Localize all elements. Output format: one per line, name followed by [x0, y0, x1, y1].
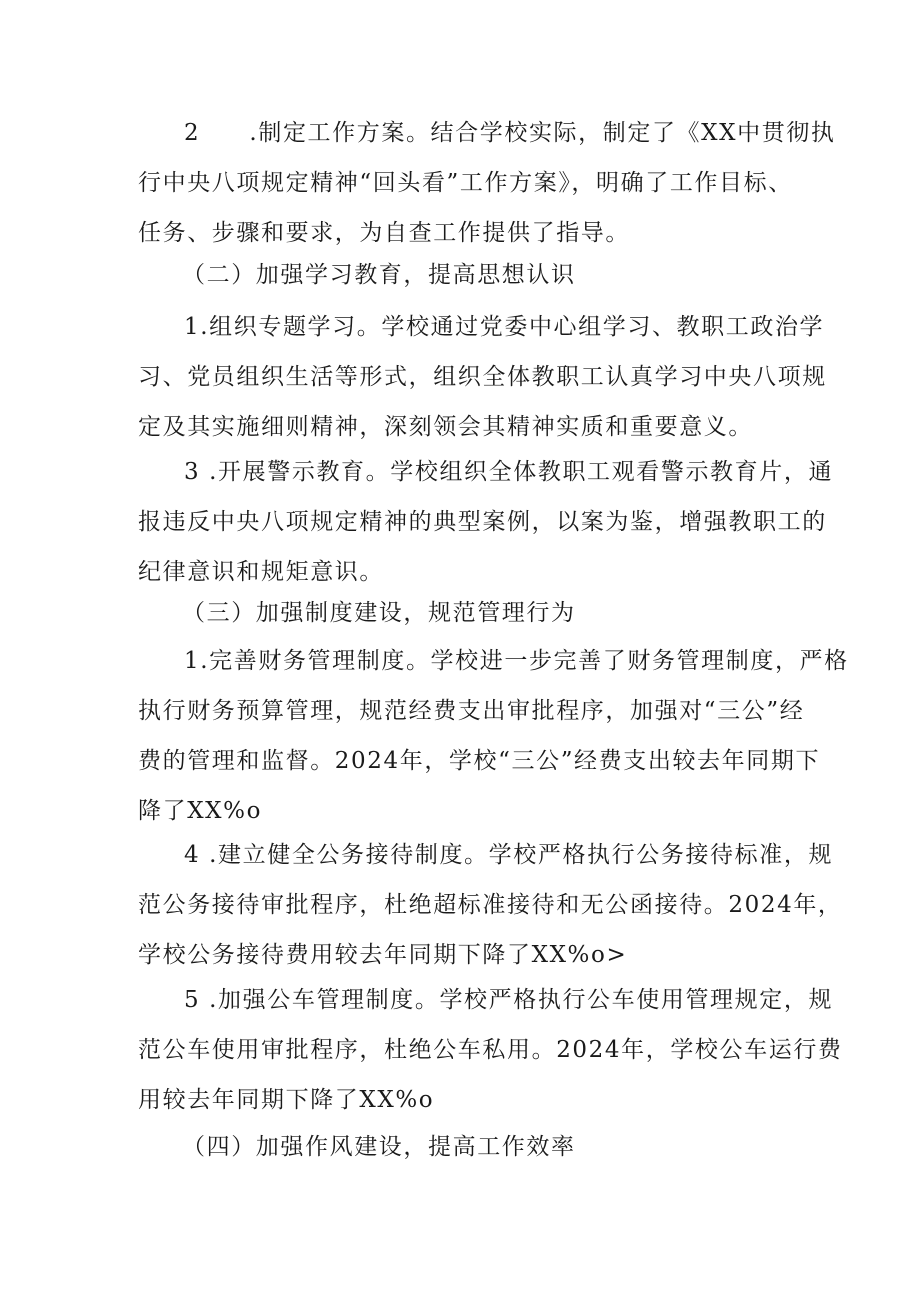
paragraph-line: 定及其实施细则精神，深刻领会其精神实质和重要意义。: [138, 414, 753, 440]
paragraph-line: 1.完善财务管理制度。学校进一步完善了财务管理制度，严格: [184, 648, 849, 674]
paragraph-special-study: [138, 302, 827, 452]
paragraph-line: 报违反中央八项规定精神的典型案例，以案为鉴，增强教职工的: [138, 509, 827, 535]
paragraph-warning-education: [138, 447, 834, 597]
paragraph-line: 任务、步骤和要求，为自查工作提供了指导。: [138, 220, 630, 246]
paragraph-financial-management: [138, 636, 849, 836]
paragraph-line: 4 .建立健全公务接待制度。学校严格执行公务接待标准，规: [184, 842, 834, 868]
paragraph-line: 费的管理和监督。2024年，学校“三公”经费支出较去年同期下: [138, 748, 821, 774]
section-heading-system-building: （三）加强制度建设，规范管理行为: [182, 600, 576, 626]
paragraph-line: 5 .加强公车管理制度。学校严格执行公车使用管理规定，规: [184, 987, 834, 1013]
paragraph-line: 3 .开展警示教育。学校组织全体教职工观看警示教育片，通: [184, 459, 834, 485]
section-heading-study-education: （二）加强学习教育，提高思想认识: [182, 262, 576, 288]
paragraph-line: 用较去年同期下降了XX%o: [138, 1087, 435, 1113]
paragraph-line: 习、党员组织生活等形式，组织全体教职工认真学习中央八项规: [138, 364, 827, 390]
paragraph-vehicle-management: [138, 975, 843, 1125]
paragraph-line: 降了XX%o: [138, 798, 263, 824]
paragraph-line: 范公车使用审批程序，杜绝公车私用。2024年，学校公车运行费: [138, 1037, 843, 1063]
paragraph-work-plan: [138, 108, 836, 258]
paragraph-line: 学校公务接待费用较去年同期下降了XX%o>: [138, 942, 628, 968]
paragraph-line: 行中央八项规定精神“回头看”工作方案》，明确了工作目标、: [138, 170, 793, 196]
paragraph-line: 1.组织专题学习。学校通过党委中心组学习、教职工政治学: [184, 314, 825, 340]
paragraph-reception-system: [138, 830, 843, 980]
section-heading-work-style: （四）加强作风建设，提高工作效率: [182, 1134, 576, 1160]
paragraph-line: 范公务接待审批程序，杜绝超标准接待和无公函接待。2024年，: [138, 892, 843, 918]
paragraph-line: 纪律意识和规矩意识。: [138, 559, 384, 585]
paragraph-line: 2 .制定工作方案。结合学校实际，制定了《XX中贯彻执: [184, 120, 836, 146]
paragraph-line: 执行财务预算管理，规范经费支出审批程序，加强对“三公”经: [138, 698, 805, 724]
